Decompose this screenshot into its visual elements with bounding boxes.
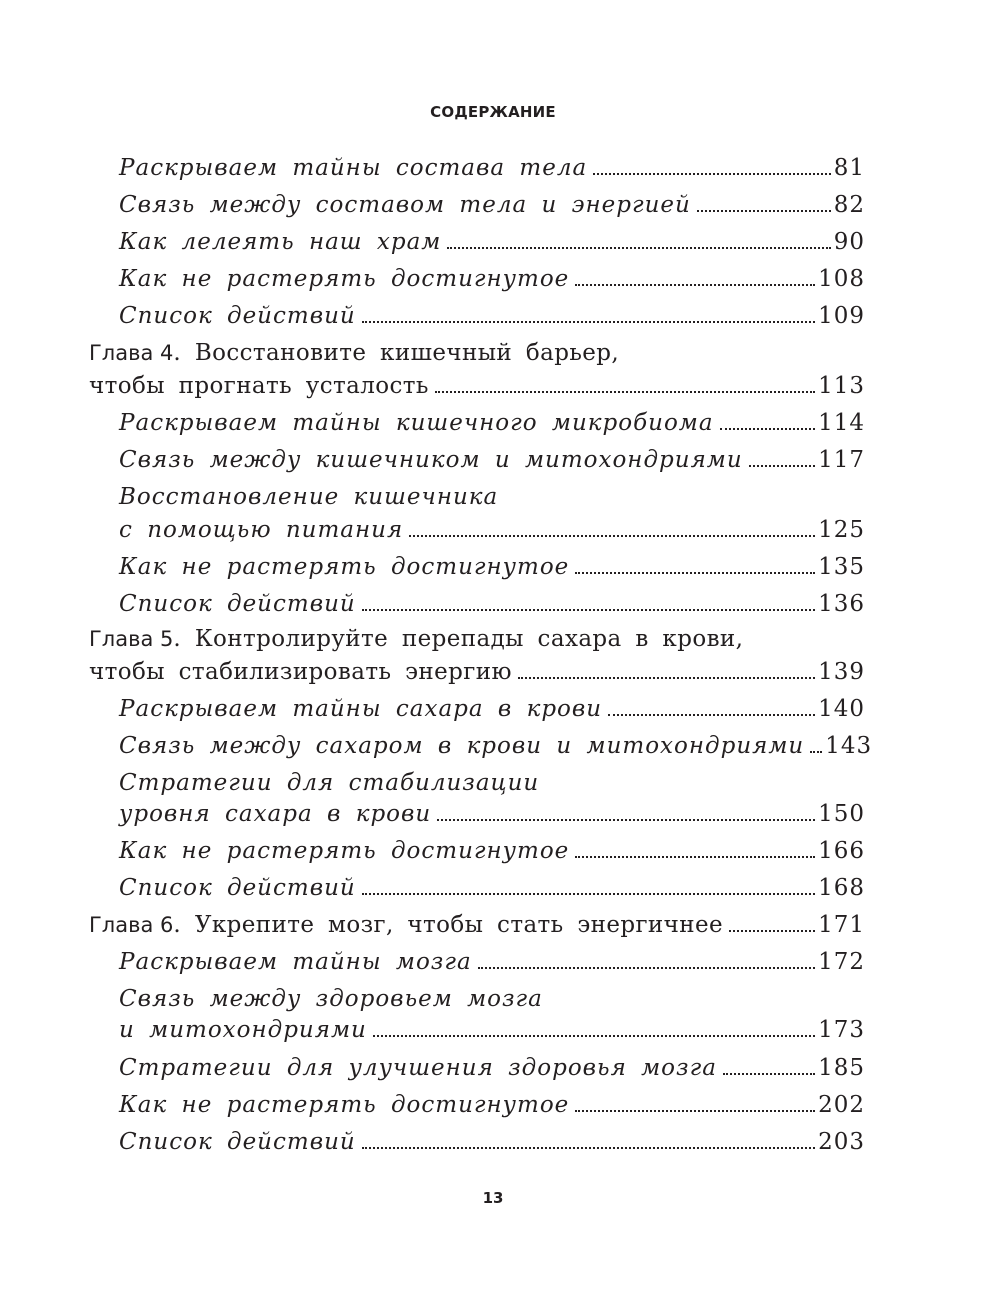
chapter-heading-cont [89, 657, 865, 687]
dot-leader [608, 714, 815, 716]
page-number: 13 [482, 1189, 504, 1207]
toc-entry-page: 185 [818, 1055, 865, 1081]
chapter-page: 113 [818, 373, 865, 399]
toc-entry-title: Список действий [119, 591, 356, 617]
toc-entry [119, 1090, 865, 1120]
toc-entry-title: Раскрываем тайны состава тела [119, 155, 588, 181]
toc-entry [119, 799, 865, 829]
toc-entry [119, 1015, 865, 1045]
dot-leader [723, 1073, 815, 1075]
chapter-heading [89, 338, 865, 368]
dot-leader [362, 893, 815, 895]
dot-leader [575, 572, 815, 574]
toc-entry [119, 947, 865, 977]
toc-entry [119, 227, 865, 257]
toc-entry-title-line1: Восстановление кишечника [119, 484, 499, 510]
toc-entry-page: 117 [818, 447, 865, 473]
toc-entry [119, 694, 865, 724]
toc-entry-title: Как не растерять достигнутое [119, 266, 570, 292]
toc-entry [119, 1053, 865, 1083]
toc-entry-title-line2: с помощью питания [119, 517, 404, 543]
chapter-label: Глава 4 [89, 341, 174, 365]
toc-entry [119, 153, 865, 183]
dot-leader [447, 247, 830, 249]
chapter-title-line1: . Восстановите кишечный барьер, [173, 340, 620, 366]
toc-entry-title: Связь между составом тела и энергией [119, 192, 691, 218]
toc-entry-title: Список действий [119, 303, 356, 329]
dot-leader [478, 967, 815, 969]
toc-entry-title: Как не растерять достигнутое [119, 554, 570, 580]
chapter-title-line1: . Контролируйте перепады сахара в крови, [173, 626, 744, 652]
toc-entry-title: Связь между кишечником и митохондриями [119, 447, 743, 473]
toc-entry-title: Как не растерять достигнутое [119, 838, 570, 864]
toc-entry [119, 589, 865, 619]
page-title: СОДЕРЖАНИЕ [430, 103, 556, 121]
toc-entry-title: Раскрываем тайны кишечного микробиома [119, 410, 714, 436]
dot-leader [697, 210, 831, 212]
chapter-title-line2: чтобы прогнать усталость [89, 373, 429, 399]
dot-leader [810, 751, 822, 753]
toc-entry-page: 166 [818, 838, 865, 864]
toc-entry-title: Как лелеять наш храм [119, 229, 442, 255]
dot-leader [409, 535, 815, 537]
toc-entry-title: Связь между сахаром в крови и митохондриями [119, 733, 805, 759]
dot-leader [362, 1147, 815, 1149]
toc-entry-page: 82 [833, 192, 865, 218]
dot-leader [575, 1110, 815, 1112]
dot-leader [593, 173, 831, 175]
toc-entry-page: 202 [818, 1092, 865, 1118]
toc-entry-page: 172 [818, 949, 865, 975]
toc-entry-title-line1: Стратегии для стабилизации [119, 770, 540, 796]
toc-entry [119, 264, 865, 294]
toc-entry-page: 109 [818, 303, 865, 329]
toc-entry-title-line2: и митохондриями [119, 1017, 367, 1043]
chapter-label: Глава 6 [89, 913, 174, 937]
toc-entry [119, 836, 865, 866]
toc-entry [119, 408, 865, 438]
toc-entry-title: Список действий [119, 875, 356, 901]
toc-entry-page: 108 [818, 266, 865, 292]
toc-entry-page: 140 [818, 696, 865, 722]
dot-leader [435, 391, 815, 393]
dot-leader [518, 677, 815, 679]
toc-entry [119, 873, 865, 903]
dot-leader [720, 428, 816, 430]
dot-leader [729, 930, 815, 932]
toc-entry-page: 136 [818, 591, 865, 617]
dot-leader [373, 1035, 815, 1037]
toc-entry-page: 125 [818, 517, 865, 543]
toc-entry-page: 173 [818, 1017, 865, 1043]
toc-entry [119, 731, 873, 761]
toc-entry-page: 81 [833, 155, 865, 181]
toc-entry-title: Список действий [119, 1129, 356, 1155]
dot-leader [575, 856, 815, 858]
chapter-heading-cont [89, 371, 865, 401]
toc-entry-line1 [119, 984, 865, 1014]
toc-entry-page: 135 [818, 554, 865, 580]
toc-entry-title-line2: уровня сахара в крови [119, 801, 432, 827]
dot-leader [362, 609, 815, 611]
chapter-page: 139 [818, 659, 865, 685]
toc-entry [119, 445, 865, 475]
toc-entry [119, 190, 865, 220]
toc-entry-title: Как не растерять достигнутое [119, 1092, 570, 1118]
chapter-heading [89, 624, 865, 654]
chapter-heading [89, 910, 865, 940]
toc-entry-page: 203 [818, 1129, 865, 1155]
toc-entry [119, 301, 865, 331]
dot-leader [575, 284, 815, 286]
toc-entry-title: Раскрываем тайны мозга [119, 949, 472, 975]
toc-entry-line1 [119, 482, 865, 512]
toc-entry-title-line1: Связь между здоровьем мозга [119, 986, 543, 1012]
toc-entry [119, 515, 865, 545]
chapter-label: Глава 5 [89, 627, 174, 651]
dot-leader [362, 321, 815, 323]
toc-entry-page: 143 [825, 733, 873, 759]
dot-leader [749, 465, 815, 467]
chapter-page: 171 [818, 912, 865, 938]
toc-entry-page: 150 [818, 801, 865, 827]
toc-entry-page: 168 [818, 875, 865, 901]
toc-entry-page: 114 [818, 410, 865, 436]
chapter-title: . Укрепите мозг, чтобы стать энергичнее [173, 912, 724, 938]
toc-entry [119, 552, 865, 582]
toc-entry-title: Раскрываем тайны сахара в крови [119, 696, 603, 722]
toc-entry-page: 90 [833, 229, 865, 255]
dot-leader [437, 819, 815, 821]
toc-entry-line1 [119, 768, 865, 798]
toc-entry-title: Стратегии для улучшения здоровья мозга [119, 1055, 717, 1081]
toc-entry [119, 1127, 865, 1157]
chapter-title-line2: чтобы стабилизировать энергию [89, 659, 512, 685]
